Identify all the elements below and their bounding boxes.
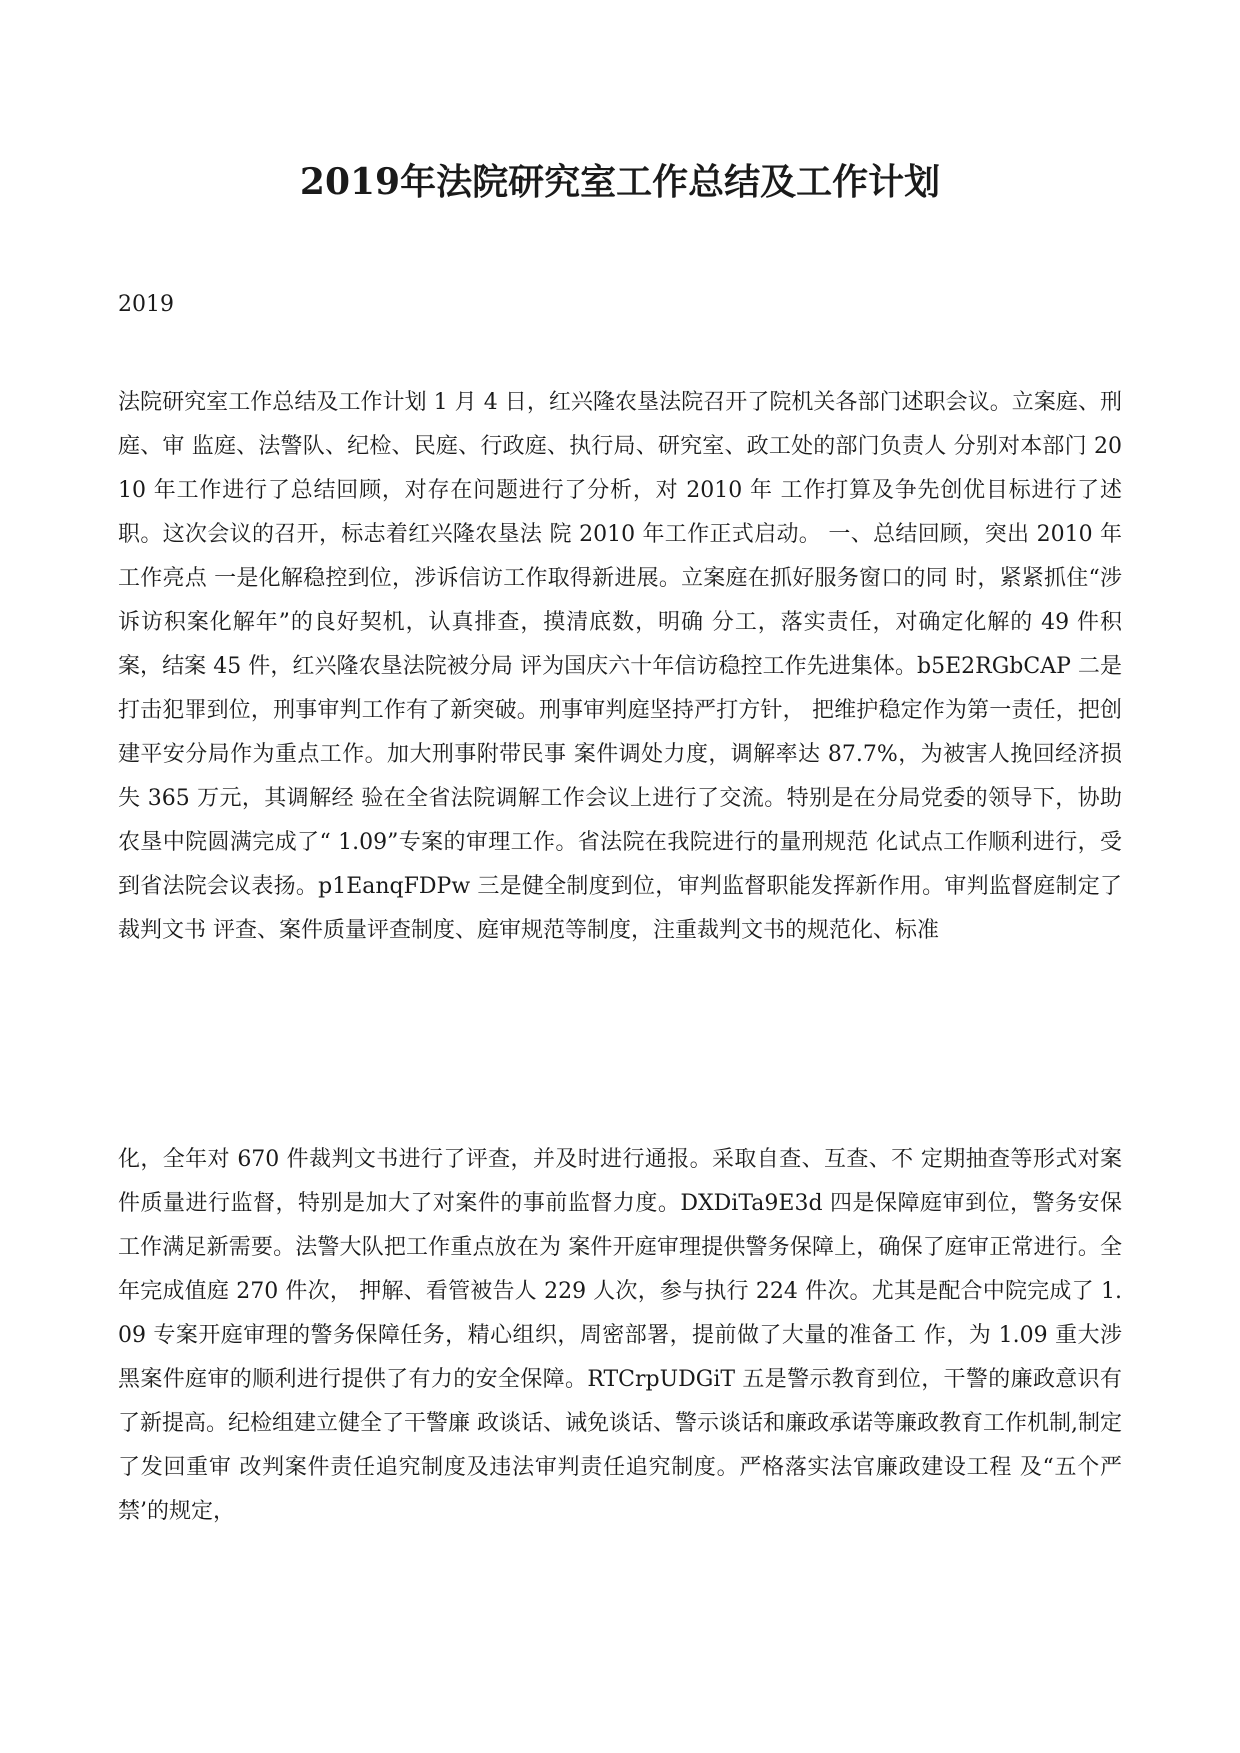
document-title: 2019年法院研究室工作总结及工作计划 bbox=[299, 161, 941, 203]
body-paragraph-1: 法院研究室工作总结及工作计划 1 月 4 日，红兴隆农垦法院召开了院机关各部门述职会议。立案庭、刑庭、审 监庭、法警队、纪检、民庭、行政庭、执行局、研究室、政工处的部门负责人 分别对本部门 2010 年工作进行了总结回顾，对存在问题进行了分析，对 2010 年 工作打算及争先创优目标进行了述职。这次会议的召开，标志着红兴隆农垦法 院 2010 年工作正式启动。 一、总结回顾，突出 2010 年工作亮点 一是化解稳控到位，涉诉信访工作取得新进展。立案庭在抓好服务窗口的同 时，紧紧抓住“涉诉访积案化解年”的良好契机，认真排查，摸清底数，明确 分工，落实责任，对确定化解的 49 件积案，结案 45 件，红兴隆农垦法院被分局 评为国庆六十年信访稳控工作先进集体。b5E2RGbCAP 二是打击犯罪到位，刑事审判工作有了新突破。刑事审判庭坚持严打方针， 把维护稳定作为第一责任，把创建平安分局作为重点工作。加大刑事附带民事 案件调处力度，调解率达 87.7%，为被害人挽回经济损失 365 万元，其调解经 验在全省法院调解工作会议上进行了交流。特别是在分局党委的领导下，协助 农垦中院圆满完成了“ 1.09”专案的审理工作。省法院在我院进行的量刑规范 化试点工作顺利进行，受到省法院会议表扬。p1EanqFDPw 三是健全制度到位，审判监督职能发挥新作用。审判监督庭制定了裁判文书 评查、案件质量评查制度、庭审规范等制度，注重裁判文书的规范化、标准 bbox=[118, 390, 1122, 943]
body-paragraph-2: 化，全年对 670 件裁判文书进行了评查，并及时进行通报。采取自查、互查、不 定期抽查等形式对案件质量进行监督，特别是加大了对案件的事前监督力度。DXDiTa9E3d 四是保障庭审到位，警务安保工作满足新需要。法警大队把工作重点放在为 案件开庭审理提供警务保障上，确保了庭审正常进行。全年完成值庭 270 件次， 押解、看管被告人 229 人次，参与执行 224 件次。尤其是配合中院完成了 1.09 专案开庭审理的警务保障任务，精心组织，周密部署，提前做了大量的准备工 作，为 1.09 重大涉黑案件庭审的顺利进行提供了有力的安全保障。RTCrpUDGiT 五是警示教育到位，干警的廉政意识有了新提高。纪检组建立健全了干警廉 政谈话、诫免谈话、警示谈话和廉政承诺等廉政教育工作机制,制定了发回重审 改判案件责任追究制度及违法审判责任追究制度。严格落实法官廉政建设工程 及“五个严禁’的规定， bbox=[118, 1147, 1122, 1524]
year-line: 2019 bbox=[118, 292, 174, 317]
